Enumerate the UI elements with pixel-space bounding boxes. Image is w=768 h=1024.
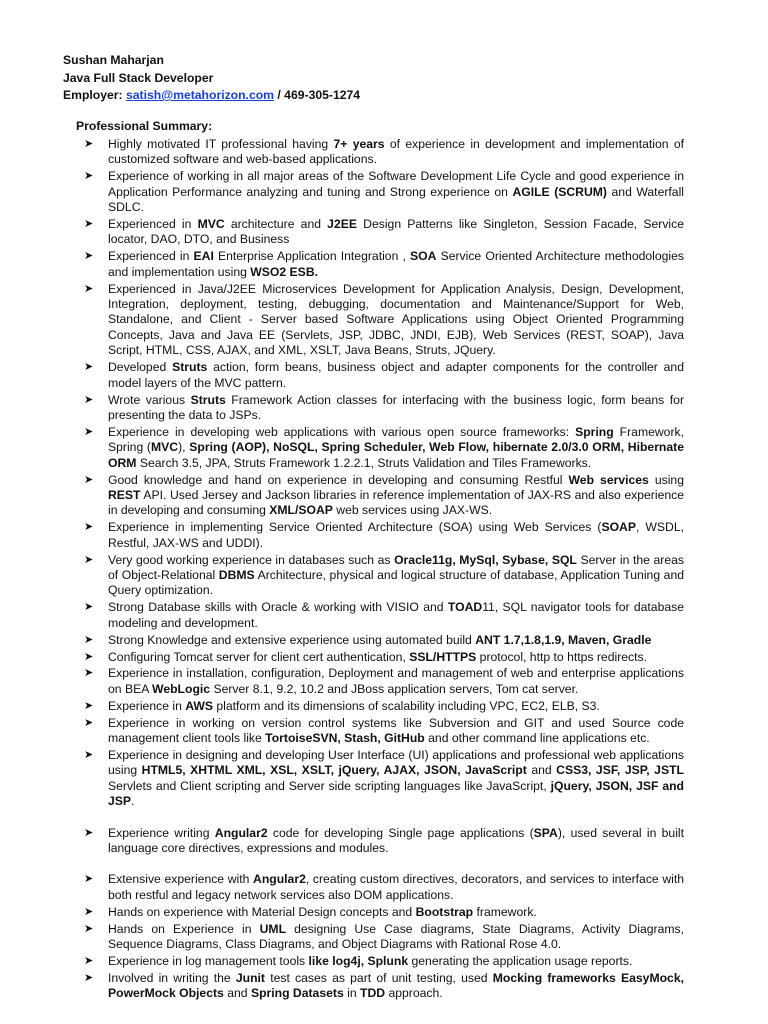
summary-bullet-item — [84, 748, 684, 810]
summary-bullet-item — [84, 633, 684, 648]
bullet-text-bold: EAI — [193, 249, 214, 264]
arrowhead-bullet-icon: ➤ — [84, 873, 94, 886]
bullet-text: and other command line applications etc. — [424, 731, 650, 746]
bullet-text-bold: Web services — [568, 472, 649, 487]
arrowhead-bullet-icon: ➤ — [84, 282, 94, 295]
arrowhead-bullet-icon: ➤ — [84, 954, 94, 967]
arrowhead-bullet-icon: ➤ — [84, 699, 94, 712]
bullet-text: web services using JAX-WS. — [332, 503, 493, 518]
bullet-text-bold: Bootstrap — [415, 904, 474, 919]
bullet-text: protocol, http to https redirects. — [476, 649, 647, 664]
bullet-text: , creating custom directives, decorators, and services to interface with both restful and legacy network services also DOM applications. — [108, 872, 684, 902]
bullet-text-bold: TOAD — [447, 600, 483, 615]
bullet-text: approach. — [385, 986, 443, 1001]
bullet-text-bold: Oracle11g, MySql, Sybase, SQL — [394, 552, 577, 567]
resume-header — [63, 52, 360, 105]
bullet-text: ), used several in built language core directives, expressions and modules. — [108, 825, 684, 855]
bullet-text: of experience in development and implementation of customized software and web-based applications. — [108, 137, 684, 167]
summary-bullet-item — [84, 249, 684, 280]
summary-bullet-item — [84, 905, 684, 920]
summary-bullet-item — [84, 922, 684, 953]
bullet-text-bold: XML/SOAP — [269, 503, 333, 518]
bullet-text-bold: CSS3, JSF, JSP, JSTL — [556, 763, 684, 778]
bullet-text: , WSDL, Restful, JAX-WS and UDDI). — [108, 520, 684, 550]
summary-bullet-item — [84, 137, 684, 168]
bullet-text-bold: Struts — [172, 360, 208, 375]
summary-bullet-item — [84, 826, 684, 857]
bullet-text: generating the application usage reports. — [408, 953, 633, 968]
employer-email-link[interactable]: satish@metahorizon.com — [126, 88, 275, 102]
arrowhead-bullet-icon: ➤ — [84, 521, 94, 534]
summary-bullet-item — [84, 650, 684, 665]
bullet-text: and Waterfall SDLC. — [108, 184, 684, 215]
employer-line — [63, 87, 360, 105]
summary-bullet-item — [84, 520, 684, 551]
bullet-text: Experience in developing web applications with various open source frameworks: — [108, 424, 576, 439]
bullet-text: Enterprise Application Integration , — [213, 249, 411, 264]
bullet-text-bold: TDD — [360, 986, 386, 1001]
bullet-text: architecture and — [224, 217, 328, 232]
bullet-text: platform and its dimensions of scalability including VPC, EC2, ELB, S3. — [213, 698, 600, 713]
bullet-text: test cases as part of unit testing, used — [264, 970, 493, 985]
bullet-text-bold: MVC — [151, 440, 179, 455]
bullet-text: Server in the areas of Object-Relational — [108, 552, 684, 582]
bullet-text: Experience in implementing Service Oriented Architecture (SOA) using Web Services ( — [108, 520, 602, 535]
bullet-text: Highly motivated IT professional having — [108, 137, 334, 151]
bullet-text-bold: ANT 1.7,1.8,1.9, Maven, Gradle — [475, 632, 652, 647]
bullet-text-bold: Mocking frameworks EasyMock, PowerMock Objects — [108, 970, 684, 1001]
arrowhead-bullet-icon: ➤ — [84, 650, 94, 663]
bullet-text-bold: Angular2 — [214, 825, 268, 840]
bullet-text-bold: TortoiseSVN, Stash, GitHub — [265, 731, 425, 746]
bullet-text: Experience in working on version control systems like Subversion and GIT and used Source code management client tools like — [108, 715, 684, 746]
arrowhead-bullet-icon: ➤ — [84, 425, 94, 438]
bullet-text: Strong Database skills with Oracle & working with VISIO and — [108, 600, 448, 615]
employer-label: Employer: — [63, 88, 126, 102]
bullet-text-bold: SPA — [533, 825, 558, 840]
bullet-text-bold: MVC — [197, 217, 225, 232]
bullet-text-bold: HTML5, XHTML XML, XSL, XSLT, jQuery, AJAX, JSON, JavaScript — [141, 763, 527, 778]
bullet-text: Experience of working in all major areas of the Software Development Life Cycle and good experience in Application Performance analyzing and tuning and Strong experience on — [108, 169, 684, 199]
arrowhead-bullet-icon: ➤ — [84, 250, 94, 263]
candidate-name: Sushan Maharjan — [63, 53, 164, 67]
bullet-text-bold: SOAP — [601, 520, 636, 535]
bullet-text: . — [131, 794, 135, 809]
candidate-title: Java Full Stack Developer — [63, 70, 214, 85]
summary-bullet-item — [84, 282, 684, 359]
bullet-text: Extensive experience with — [108, 872, 254, 887]
arrowhead-bullet-icon: ➤ — [84, 170, 94, 183]
bullet-text: Server 8.1, 9.2, 10.2 and JBoss application servers, Tom cat server. — [210, 681, 579, 696]
bullet-text-bold: SOA — [410, 249, 437, 264]
bullet-text-bold: Junit — [235, 970, 265, 985]
bullet-text: Experience in designing and developing User Interface (UI) applications and professional web applications using — [108, 747, 684, 778]
bullet-text-bold: WSO2 ESB. — [250, 264, 319, 279]
summary-bullet-item — [84, 666, 684, 697]
bullet-text: Experience in — [108, 698, 186, 713]
bullet-text: ), — [178, 440, 190, 455]
bullet-text: in — [343, 986, 360, 1001]
bullet-text: framework. — [473, 904, 537, 919]
bullet-text: Experience in installation, configuration, Deployment and management of web and enterprise applications on BEA — [108, 666, 684, 696]
bullet-text: Hands on Experience in — [108, 921, 260, 936]
professional-summary-heading: Professional Summary: — [76, 119, 213, 133]
summary-bullet-item — [84, 971, 684, 1002]
bullet-text: Configuring Tomcat server for client cert authentication, — [108, 649, 410, 664]
arrowhead-bullet-icon: ➤ — [84, 601, 94, 614]
summary-bullet-item — [84, 425, 684, 471]
bullet-text-bold: J2EE — [327, 217, 357, 232]
arrowhead-bullet-icon: ➤ — [84, 905, 94, 918]
summary-bullet-item — [84, 360, 684, 391]
bullet-text: Experienced in Java/J2EE Microservices Development for Application Analysis, Design, Development, Integration, deployment, testing, debugging, documentation and Maintenance/Support for Web, Standalone, and Client - Server based Software Applications using Object Oriented Programming Concepts, Java and Java EE (Servlets, JSP, JDBC, JNDI, EJB), Web Services (REST, SOAP), Java Script, HTML, CSS, AJAX, and XML, XSLT, Java Beans, Struts, JQuery. — [108, 281, 684, 358]
bullet-text-bold: jQuery, JSON, JSF and JSP — [108, 778, 684, 809]
arrowhead-bullet-icon: ➤ — [84, 748, 94, 761]
arrowhead-bullet-icon: ➤ — [84, 922, 94, 935]
bullet-text: Design Patterns like Singleton, Session Facade, Service locator, DAO, DTO, and Business — [108, 217, 684, 247]
arrowhead-bullet-icon: ➤ — [84, 393, 94, 406]
summary-bullet-item — [84, 553, 684, 599]
bullet-text: Good knowledge and hand on experience in developing and consuming Restful — [108, 472, 569, 487]
bullet-text-bold: Spring (AOP), NoSQL, Spring Scheduler, Web Flow, hibernate 2.0/3.0 ORM, Hibernate ORM — [108, 440, 684, 470]
arrowhead-bullet-icon: ➤ — [84, 361, 94, 374]
summary-bullet-item — [84, 600, 684, 631]
summary-bullet-item — [84, 473, 684, 519]
bullet-text: API. Used Jersey and Jackson libraries in reference implementation of JAX-RS and also experience in developing and consuming — [108, 487, 684, 518]
arrowhead-bullet-icon: ➤ — [84, 553, 94, 566]
arrowhead-bullet-icon: ➤ — [84, 218, 94, 231]
bullet-text-bold: DBMS — [218, 567, 255, 582]
bullet-text-bold: UML — [259, 921, 287, 936]
bullet-text: Experienced in — [108, 249, 194, 264]
bullet-text: Developed — [108, 360, 173, 375]
arrowhead-bullet-icon: ➤ — [84, 667, 94, 680]
bullet-text: using — [648, 472, 684, 487]
bullet-text-bold: Spring Datasets — [250, 986, 344, 1001]
summary-bullet-item — [84, 954, 684, 969]
bullet-text: Hands on experience with Material Design concepts and — [108, 904, 416, 919]
arrowhead-bullet-icon: ➤ — [84, 826, 94, 839]
bullet-text: Very good working experience in databases such as — [108, 552, 395, 567]
employer-phone: / 469-305-1274 — [274, 88, 361, 102]
bullet-text-bold: REST — [108, 487, 141, 502]
summary-bullet-item — [84, 169, 684, 215]
arrowhead-bullet-icon: ➤ — [84, 971, 94, 984]
bullet-text: Strong Knowledge and extensive experience using automated build — [108, 632, 476, 647]
arrowhead-bullet-icon: ➤ — [84, 633, 94, 646]
bullet-text: Framework, Spring ( — [108, 424, 684, 455]
bullet-text: action, form beans, business object and adapter components for the controller and model layers of the MVC pattern. — [108, 360, 684, 390]
bullet-text: Experienced in — [108, 217, 198, 232]
arrowhead-bullet-icon: ➤ — [84, 716, 94, 729]
summary-bullet-item — [84, 872, 684, 903]
summary-bullet-item — [84, 393, 684, 424]
bullet-text-bold: AWS — [185, 698, 213, 713]
summary-bullet-item — [84, 699, 684, 714]
bullet-text-bold: Struts — [190, 392, 226, 407]
bullet-text: Wrote various — [108, 392, 191, 407]
bullet-text: Experience in log management tools — [108, 953, 309, 968]
bullet-text-bold: WebLogic — [152, 681, 211, 696]
summary-bullet-item — [84, 716, 684, 747]
bullet-text: Architecture, physical and logical structure of database, Application Tuning and Query optimization. — [108, 567, 684, 598]
bullet-text: Experience writing — [108, 825, 215, 840]
bullet-text: Involved in writing the — [108, 970, 236, 985]
bullet-text-bold: SSL/HTTPS — [409, 649, 477, 664]
bullet-text-bold: 7+ years — [333, 137, 385, 151]
bullet-text-bold: Spring — [575, 424, 614, 439]
bullet-text: and — [223, 986, 251, 1001]
summary-bullet-list — [84, 137, 684, 1003]
bullet-text: Framework Action classes for interfacing with the business logic, form beans for presenting the data to JSPs. — [108, 392, 685, 422]
bullet-text: and — [526, 763, 557, 778]
summary-bullet-item — [84, 217, 684, 248]
bullet-text: designing Use Case diagrams, State Diagrams, Activity Diagrams, Sequence Diagrams, Class Diagrams, and Object Diagrams with Rational Rose 4.0. — [108, 921, 684, 951]
bullet-text: Servlets and Client scripting and Server side scripting languages like JavaScript, — [108, 778, 551, 793]
bullet-text-bold: Angular2 — [253, 872, 306, 887]
arrowhead-bullet-icon: ➤ — [84, 138, 94, 150]
bullet-text: Service Oriented Architecture methodologies and implementation using — [108, 249, 684, 279]
bullet-text-bold: like log4j, Splunk — [308, 953, 409, 968]
bullet-text-bold: AGILE (SCRUM) — [512, 184, 607, 199]
arrowhead-bullet-icon: ➤ — [84, 473, 94, 486]
bullet-text: code for developing Single page applications ( — [267, 825, 534, 840]
bullet-text: Search 3.5, JPA, Struts Framework 1.2.2.1, Struts Validation and Tiles Frameworks. — [136, 455, 592, 470]
bullet-text: 11, SQL navigator tools for database modeling and development. — [108, 600, 684, 630]
